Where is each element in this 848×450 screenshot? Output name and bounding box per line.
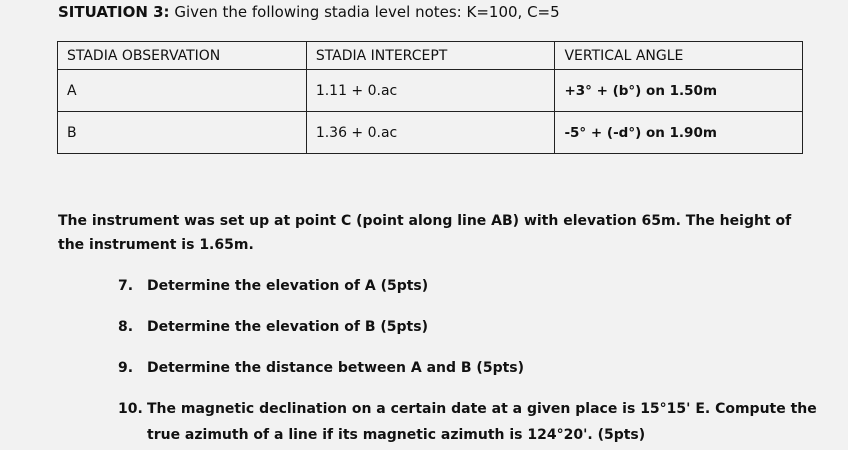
- question-number: 7.: [118, 278, 134, 294]
- table-row: [58, 112, 803, 154]
- stadia-notes-table: [57, 41, 803, 154]
- header-stadia-intercept: STADIA INTERCEPT: [306, 42, 555, 70]
- question-text-continued: true azimuth of a line if its magnetic azimuth is 124°20'. (5pts): [147, 427, 646, 443]
- cell-intercept: 1.11 + 0.ac: [306, 70, 555, 112]
- cell-intercept: 1.36 + 0.ac: [306, 112, 555, 154]
- question-number: 9.: [118, 360, 134, 376]
- cell-station: A: [58, 70, 307, 112]
- cell-vertical-angle: +3° + (b°) on 1.50m: [555, 70, 803, 112]
- question-text: Determine the elevation of A (5pts): [147, 278, 429, 294]
- cell-vertical-angle: -5° + (-d°) on 1.90m: [555, 112, 803, 154]
- instrument-setup-paragraph: The instrument was set up at point C (point along line AB) with elevation 65m. The height of the instrument is 1.65m.: [58, 213, 792, 253]
- question-text: Determine the elevation of B (5pts): [147, 319, 428, 335]
- question-number: 8.: [118, 319, 134, 335]
- cell-station: B: [58, 112, 307, 154]
- header-stadia-observation: STADIA OBSERVATION: [58, 42, 307, 70]
- situation-title: [58, 3, 560, 21]
- header-vertical-angle: VERTICAL ANGLE: [555, 42, 803, 70]
- situation-label: SITUATION 3:: [58, 3, 170, 21]
- question-text: The magnetic declination on a certain date at a given place is 15°15' E. Compute the: [147, 401, 817, 417]
- question-number: 10.: [118, 401, 143, 417]
- question-text: Determine the distance between A and B (5pts): [147, 360, 525, 376]
- table-row: [58, 70, 803, 112]
- table-header-row: [58, 42, 803, 70]
- situation-description: Given the following stadia level notes: K=100, C=5: [169, 3, 560, 21]
